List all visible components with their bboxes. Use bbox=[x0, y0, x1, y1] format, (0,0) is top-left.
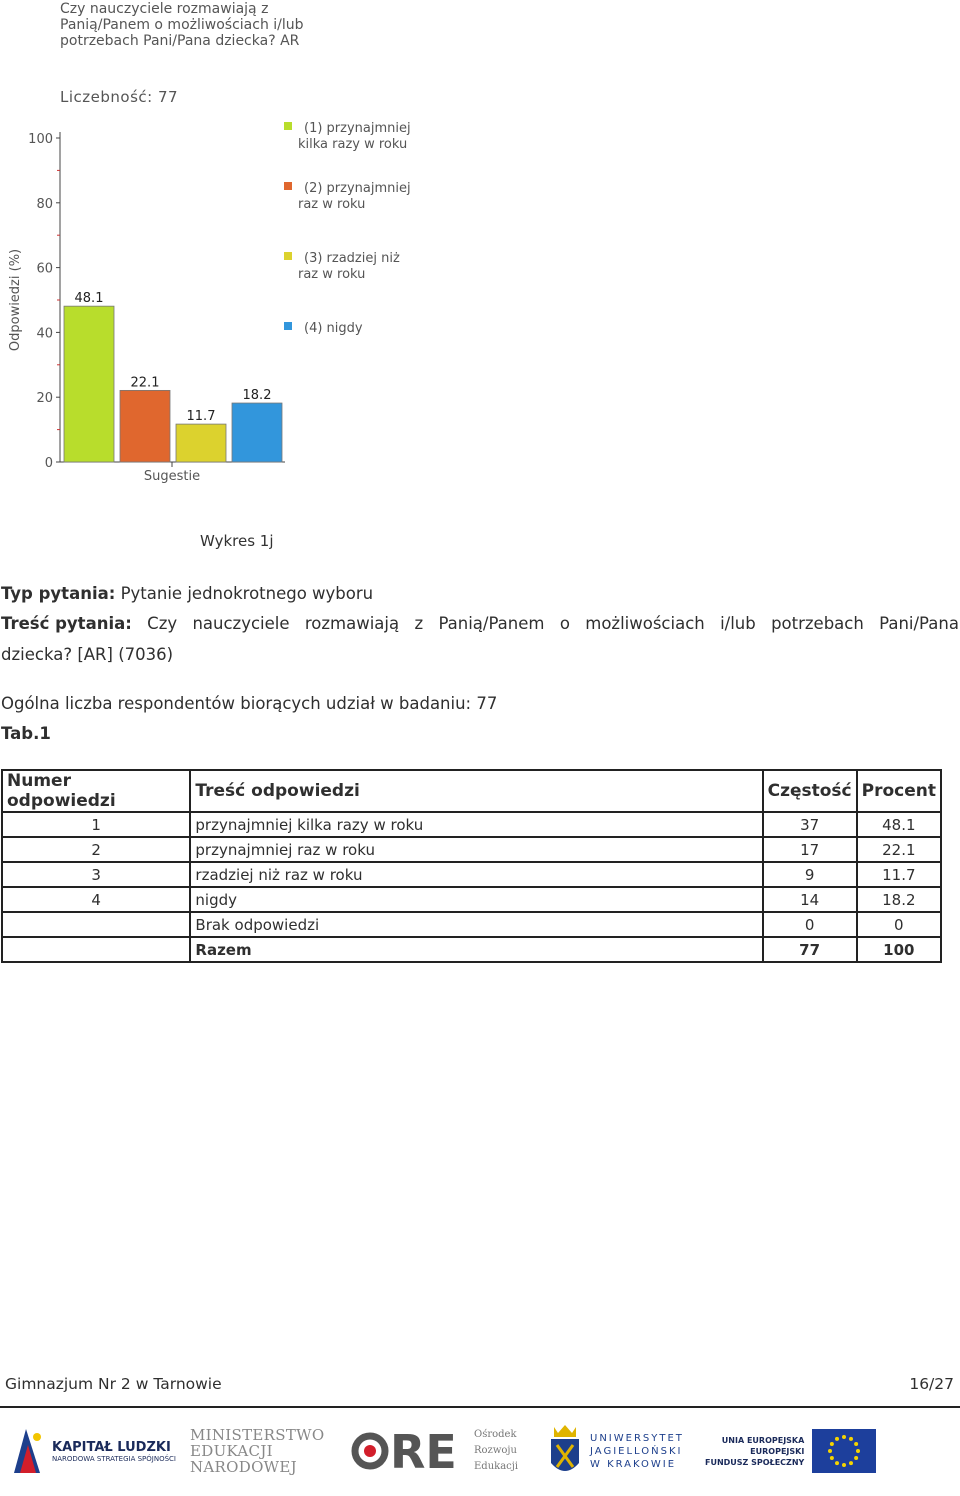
question-type bbox=[1, 579, 373, 609]
question-content-word: potrzebach bbox=[771, 614, 864, 633]
eu-line: FUNDUSZ SPOŁECZNY bbox=[705, 1457, 805, 1467]
ore-line: Ośrodek bbox=[474, 1429, 517, 1440]
cell-content: rzadziej niż raz w roku bbox=[190, 862, 762, 887]
bar-value-label: 48.1 bbox=[74, 291, 104, 307]
legend-swatch bbox=[284, 322, 292, 330]
svg-text:RE: RE bbox=[390, 1428, 457, 1474]
ore-line: Rozwoju bbox=[474, 1445, 517, 1456]
cell-percent: 11.7 bbox=[857, 862, 941, 887]
kapital-ludzki-title: KAPITAŁ LUDZKI bbox=[52, 1439, 171, 1455]
legend-label: kilka razy w roku bbox=[298, 137, 408, 152]
bar-value-label: 18.2 bbox=[242, 388, 272, 404]
header-number: Numer odpowiedzi bbox=[2, 770, 190, 812]
respondents-total: Ogólna liczba respondentów biorących udział w badaniu: 77 bbox=[1, 694, 498, 713]
footer-school: Gimnazjum Nr 2 w Tarnowie bbox=[5, 1375, 222, 1393]
y-axis-label: Odpowiedzi (%) bbox=[8, 248, 23, 352]
y-tick-label: 40 bbox=[36, 326, 53, 342]
legend-label: raz w roku bbox=[298, 267, 366, 282]
cell-frequency: 37 bbox=[763, 812, 857, 837]
answers-table bbox=[1, 769, 942, 963]
bar bbox=[120, 390, 170, 462]
cell-percent: 22.1 bbox=[857, 837, 941, 862]
x-axis-label: Sugestie bbox=[143, 469, 201, 484]
bar-value-label: 22.1 bbox=[130, 375, 160, 391]
eu-line: UNIA EUROPEJSKA bbox=[721, 1435, 805, 1445]
bar-chart-svg bbox=[0, 0, 440, 500]
cell-content: przynajmniej raz w roku bbox=[190, 837, 762, 862]
ore-line: Edukacji bbox=[474, 1461, 519, 1472]
kapital-ludzki-logo bbox=[10, 1418, 176, 1484]
chart-title-line: Panią/Panem o możliwościach i/lub bbox=[60, 17, 304, 33]
men-line: EDUKACJI bbox=[190, 1442, 273, 1460]
uj-line: UNIWERSYTET bbox=[590, 1432, 684, 1444]
table-row bbox=[2, 862, 941, 887]
ore-logo bbox=[350, 1418, 518, 1484]
cell-content: Brak odpowiedzi bbox=[190, 912, 762, 937]
cell-frequency: 14 bbox=[763, 887, 857, 912]
cell-content: nigdy bbox=[190, 887, 762, 912]
y-tick-label: 20 bbox=[36, 391, 53, 407]
cell-frequency: 0 bbox=[763, 912, 857, 937]
cell-frequency: 77 bbox=[763, 937, 857, 962]
legend-label: (1) przynajmniej bbox=[304, 121, 411, 136]
cell-content: przynajmniej kilka razy w roku bbox=[190, 812, 762, 837]
men-line: NARODOWEJ bbox=[190, 1458, 297, 1476]
legend-label: (4) nigdy bbox=[304, 321, 363, 336]
cell-number: 4 bbox=[2, 887, 190, 912]
ore-ring-icon bbox=[350, 1431, 390, 1471]
question-type-value: Pytanie jednokrotnego wyboru bbox=[120, 584, 374, 603]
sponsor-logos bbox=[0, 1418, 960, 1488]
table-row bbox=[2, 837, 941, 862]
question-content-word: możliwościach bbox=[585, 614, 705, 633]
question-content-label: Treść pytania: bbox=[1, 614, 132, 633]
question-type-label: Typ pytania: bbox=[1, 584, 116, 603]
chart bbox=[0, 0, 440, 500]
header-percent: Procent bbox=[857, 770, 941, 812]
table-row bbox=[2, 912, 941, 937]
y-tick-label: 60 bbox=[36, 261, 53, 277]
question-content-word: rozmawiają bbox=[304, 614, 400, 633]
cell-percent: 0 bbox=[857, 912, 941, 937]
cell-number bbox=[2, 937, 190, 962]
cell-percent: 18.2 bbox=[857, 887, 941, 912]
cell-number: 1 bbox=[2, 812, 190, 837]
question-content-word: Panią/Panem bbox=[438, 614, 545, 633]
legend-label: (3) rzadziej niż bbox=[304, 251, 400, 266]
y-tick-label: 100 bbox=[28, 132, 53, 147]
men-line: MINISTERSTWO bbox=[190, 1426, 325, 1444]
eu-flag-icon bbox=[812, 1429, 876, 1473]
footer-divider bbox=[0, 1406, 960, 1408]
cell-percent: 100 bbox=[857, 937, 941, 962]
uj-crest-icon bbox=[548, 1423, 582, 1479]
bar-value-label: 11.7 bbox=[186, 409, 216, 425]
cell-content: Razem bbox=[190, 937, 762, 962]
uj-line: JAGIELLOŃSKI bbox=[590, 1445, 683, 1457]
cell-number: 3 bbox=[2, 862, 190, 887]
question-content-word: Pani/Pana bbox=[879, 614, 959, 633]
eu-line: EUROPEJSKI bbox=[750, 1446, 805, 1456]
legend-swatch bbox=[284, 122, 292, 130]
question-content-word: z bbox=[414, 614, 424, 633]
table-row bbox=[2, 812, 941, 837]
bar bbox=[232, 403, 282, 462]
question-content-line1 bbox=[1, 609, 959, 639]
cell-frequency: 9 bbox=[763, 862, 857, 887]
kapital-ludzki-icon bbox=[10, 1425, 46, 1477]
men-logo bbox=[190, 1418, 324, 1484]
question-content-line2: dziecka? [AR] (7036) bbox=[1, 645, 174, 664]
question-content-word: nauczyciele bbox=[192, 614, 290, 633]
cell-frequency: 17 bbox=[763, 837, 857, 862]
chart-subtitle: Liczebność: 77 bbox=[60, 88, 179, 106]
table-row bbox=[2, 887, 941, 912]
legend-swatch bbox=[284, 252, 292, 260]
kapital-ludzki-subtitle: NARODOWA STRATEGIA SPÓJNOŚCI bbox=[52, 1454, 176, 1463]
eu-logo bbox=[705, 1418, 876, 1484]
bar bbox=[176, 424, 226, 462]
uj-logo bbox=[548, 1418, 684, 1484]
header-content: Treść odpowiedzi bbox=[190, 770, 762, 812]
question-content-word: o bbox=[559, 614, 570, 633]
cell-number: 2 bbox=[2, 837, 190, 862]
table-total-row bbox=[2, 937, 941, 962]
chart-caption: Wykres 1j bbox=[200, 532, 274, 550]
footer-page-number: 16/27 bbox=[909, 1375, 954, 1393]
ore-letters bbox=[390, 1428, 460, 1474]
bar bbox=[64, 306, 114, 462]
legend-label: (2) przynajmniej bbox=[304, 181, 411, 196]
header-frequency: Częstość bbox=[763, 770, 857, 812]
chart-title-line: potrzebach Pani/Pana dziecka? AR bbox=[60, 33, 300, 49]
cell-number bbox=[2, 912, 190, 937]
table-header-row bbox=[2, 770, 941, 812]
uj-line: W KRAKOWIE bbox=[590, 1458, 677, 1470]
chart-title-line: Czy nauczyciele rozmawiają z bbox=[60, 1, 269, 17]
question-content-word: Czy bbox=[147, 614, 178, 633]
table-label: Tab.1 bbox=[1, 724, 51, 743]
cell-percent: 48.1 bbox=[857, 812, 941, 837]
y-tick-label: 0 bbox=[44, 456, 53, 471]
legend-swatch bbox=[284, 182, 292, 190]
question-content-word: i/lub bbox=[720, 614, 756, 633]
legend-label: raz w roku bbox=[298, 197, 366, 212]
y-tick-label: 80 bbox=[36, 196, 53, 212]
